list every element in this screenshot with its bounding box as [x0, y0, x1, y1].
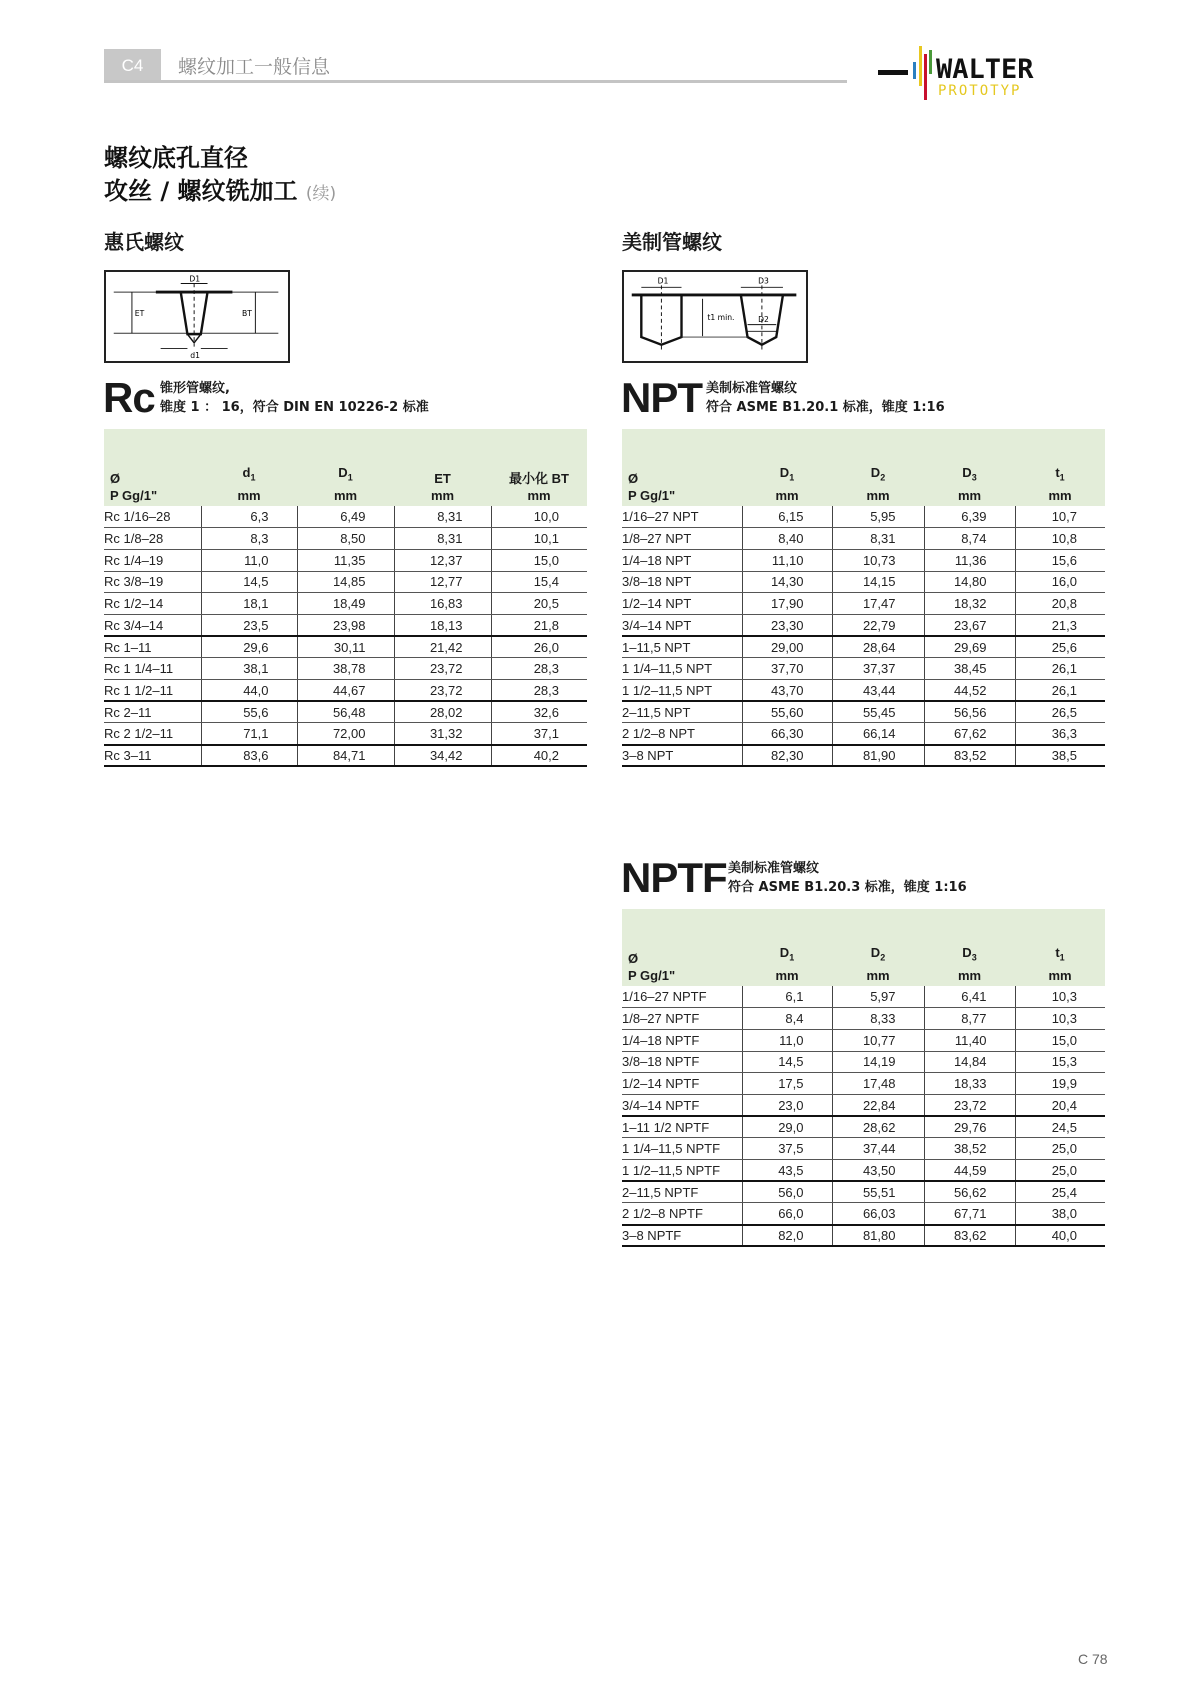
table-row [104, 528, 587, 550]
value-cell: 23,5 [201, 614, 297, 636]
svg-text:D1: D1 [657, 276, 669, 286]
table-row [104, 658, 587, 680]
thread-size-cell: Rc 1/2–14 [104, 593, 201, 615]
thread-size-cell: 3/8–18 NPT [622, 571, 742, 593]
value-cell: 18,49 [297, 593, 394, 615]
value-cell: 8,50 [297, 528, 394, 550]
section-heading-american-pipe: 美制管螺纹 [622, 230, 722, 254]
value-cell: 44,52 [924, 680, 1015, 702]
value-cell: 11,36 [924, 549, 1015, 571]
value-cell: 66,14 [832, 723, 924, 745]
value-cell: 23,0 [742, 1094, 832, 1116]
thread-size-cell: 2–11,5 NPT [622, 701, 742, 723]
value-cell: 20,4 [1015, 1094, 1105, 1116]
value-cell: 18,13 [394, 614, 491, 636]
continued-note: (续) [305, 184, 337, 204]
value-cell: 37,44 [832, 1138, 924, 1160]
table-row [622, 1160, 1105, 1182]
value-cell: 29,76 [924, 1116, 1015, 1138]
column-header: $d_1$ mm [201, 429, 297, 506]
value-cell: 10,77 [832, 1029, 924, 1051]
value-cell: 32,6 [491, 701, 587, 723]
value-cell: 21,42 [394, 636, 491, 658]
value-cell: 14,85 [297, 571, 394, 593]
value-cell: 72,00 [297, 723, 394, 745]
thread-size-cell: 1 1/2–11,5 NPTF [622, 1160, 742, 1182]
value-cell: 14,5 [201, 571, 297, 593]
value-cell: 8,77 [924, 1008, 1015, 1030]
value-cell: 55,6 [201, 701, 297, 723]
value-cell: 25,0 [1015, 1160, 1105, 1182]
nptf-description: 美制标准管螺纹 符合 ASME B1.20.3 标准，锥度 1:16 [728, 861, 967, 895]
table-row [622, 1073, 1105, 1095]
svg-text:d1: d1 [190, 351, 201, 361]
value-cell: 15,6 [1015, 549, 1105, 571]
value-cell: 10,73 [832, 549, 924, 571]
table-row [104, 506, 587, 528]
value-cell: 23,30 [742, 614, 832, 636]
value-cell: 21,3 [1015, 614, 1105, 636]
thread-size-cell: 3–8 NPTF [622, 1225, 742, 1247]
table-row [622, 1116, 1105, 1138]
value-cell: 23,72 [924, 1094, 1015, 1116]
value-cell: 8,31 [832, 528, 924, 550]
value-cell: 28,3 [491, 658, 587, 680]
value-cell: 56,56 [924, 701, 1015, 723]
value-cell: 15,3 [1015, 1051, 1105, 1073]
value-cell: 25,4 [1015, 1181, 1105, 1203]
table-row [622, 571, 1105, 593]
value-cell: 14,84 [924, 1051, 1015, 1073]
value-cell: 15,0 [1015, 1029, 1105, 1051]
value-cell: 44,59 [924, 1160, 1015, 1182]
value-cell: 14,19 [832, 1051, 924, 1073]
value-cell: 8,33 [832, 1008, 924, 1030]
page-number: C 78 [1078, 1651, 1108, 1667]
column-header: $t_1$ mm [1015, 429, 1105, 506]
nptf-table [622, 909, 1105, 1247]
table-row [104, 680, 587, 702]
rc-table [104, 429, 587, 767]
thread-size-cell: 1–11 1/2 NPTF [622, 1116, 742, 1138]
thread-size-cell: 3/4–14 NPTF [622, 1094, 742, 1116]
table-row [622, 658, 1105, 680]
value-cell: 6,3 [201, 506, 297, 528]
value-cell: 36,3 [1015, 723, 1105, 745]
value-cell: 44,0 [201, 680, 297, 702]
value-cell: 28,3 [491, 680, 587, 702]
value-cell: 18,32 [924, 593, 1015, 615]
value-cell: 28,62 [832, 1116, 924, 1138]
table-header-row [622, 909, 1105, 986]
value-cell: 56,62 [924, 1181, 1015, 1203]
value-cell: 82,30 [742, 745, 832, 767]
value-cell: 28,02 [394, 701, 491, 723]
value-cell: 37,37 [832, 658, 924, 680]
value-cell: 26,1 [1015, 658, 1105, 680]
svg-text:D2: D2 [758, 314, 769, 324]
value-cell: 6,1 [742, 986, 832, 1008]
column-header: $D_2$ mm [832, 429, 924, 506]
thread-size-cell: Rc 2 1/2–11 [104, 723, 201, 745]
thread-size-cell: 1 1/2–11,5 NPT [622, 680, 742, 702]
table-row [622, 1008, 1105, 1030]
table-row [622, 1094, 1105, 1116]
thread-size-cell: Rc 1/8–28 [104, 528, 201, 550]
npt-table [622, 429, 1105, 767]
value-cell: 12,37 [394, 549, 491, 571]
thread-size-cell: 3–8 NPT [622, 745, 742, 767]
value-cell: 20,8 [1015, 593, 1105, 615]
value-cell: 8,40 [742, 528, 832, 550]
value-cell: 37,5 [742, 1138, 832, 1160]
table-row [104, 701, 587, 723]
value-cell: 83,6 [201, 745, 297, 767]
thread-size-cell: 2 1/2–8 NPT [622, 723, 742, 745]
thread-size-cell: 2 1/2–8 NPTF [622, 1203, 742, 1225]
value-cell: 29,6 [201, 636, 297, 658]
value-cell: 66,0 [742, 1203, 832, 1225]
value-cell: 8,4 [742, 1008, 832, 1030]
value-cell: 56,0 [742, 1181, 832, 1203]
value-cell: 71,1 [201, 723, 297, 745]
table-row [622, 528, 1105, 550]
thread-size-cell: 1/4–18 NPTF [622, 1029, 742, 1051]
value-cell: 19,9 [1015, 1073, 1105, 1095]
value-cell: 83,62 [924, 1225, 1015, 1247]
header-rule [104, 80, 847, 83]
value-cell: 11,0 [201, 549, 297, 571]
rc-description: 锥形管螺纹, 锥度 1 ： 16，符合 DIN EN 10226-2 标准 [160, 381, 429, 415]
value-cell: 11,0 [742, 1029, 832, 1051]
value-cell: 11,40 [924, 1029, 1015, 1051]
table-row [622, 549, 1105, 571]
thread-size-cell: 2–11,5 NPTF [622, 1181, 742, 1203]
value-cell: 81,80 [832, 1225, 924, 1247]
thread-size-cell: 1–11,5 NPT [622, 636, 742, 658]
value-cell: 21,8 [491, 614, 587, 636]
svg-text:ET: ET [134, 309, 145, 319]
column-header: $D_1$ mm [742, 909, 832, 986]
value-cell: 24,5 [1015, 1116, 1105, 1138]
column-header: Ø P Gg/1" [104, 429, 201, 506]
nptf-code: NPTF [621, 854, 727, 901]
value-cell: 28,64 [832, 636, 924, 658]
column-header: ET mm [394, 429, 491, 506]
npt-code: NPT [621, 374, 702, 421]
table-row [104, 549, 587, 571]
npt-thread-diagram [622, 270, 808, 363]
value-cell: 23,98 [297, 614, 394, 636]
table-row [622, 1181, 1105, 1203]
value-cell: 25,0 [1015, 1138, 1105, 1160]
value-cell: 17,47 [832, 593, 924, 615]
value-cell: 8,31 [394, 506, 491, 528]
table-row [104, 614, 587, 636]
value-cell: 66,30 [742, 723, 832, 745]
value-cell: 38,52 [924, 1138, 1015, 1160]
table-row [622, 1051, 1105, 1073]
thread-size-cell: 1/4–18 NPT [622, 549, 742, 571]
table-row [104, 723, 587, 745]
value-cell: 38,5 [1015, 745, 1105, 767]
table-row [622, 986, 1105, 1008]
table-row [622, 1225, 1105, 1247]
value-cell: 14,30 [742, 571, 832, 593]
value-cell: 67,62 [924, 723, 1015, 745]
value-cell: 17,48 [832, 1073, 924, 1095]
value-cell: 43,44 [832, 680, 924, 702]
thread-size-cell: Rc 3/4–14 [104, 614, 201, 636]
value-cell: 12,77 [394, 571, 491, 593]
table-header-row [622, 429, 1105, 506]
value-cell: 17,5 [742, 1073, 832, 1095]
svg-text:PROTOTYP: PROTOTYP [938, 83, 1022, 99]
value-cell: 55,45 [832, 701, 924, 723]
thread-size-cell: 1/2–14 NPTF [622, 1073, 742, 1095]
value-cell: 29,00 [742, 636, 832, 658]
value-cell: 16,0 [1015, 571, 1105, 593]
chapter-badge: C4 [104, 49, 161, 82]
value-cell: 10,7 [1015, 506, 1105, 528]
column-header: $D_2$ mm [832, 909, 924, 986]
value-cell: 43,50 [832, 1160, 924, 1182]
value-cell: 43,5 [742, 1160, 832, 1182]
value-cell: 14,5 [742, 1051, 832, 1073]
value-cell: 25,6 [1015, 636, 1105, 658]
value-cell: 81,90 [832, 745, 924, 767]
value-cell: 55,60 [742, 701, 832, 723]
table-row [104, 593, 587, 615]
page-title-line1: 螺纹底孔直径 [104, 144, 248, 172]
value-cell: 6,49 [297, 506, 394, 528]
value-cell: 14,80 [924, 571, 1015, 593]
value-cell: 18,1 [201, 593, 297, 615]
value-cell: 14,15 [832, 571, 924, 593]
value-cell: 5,97 [832, 986, 924, 1008]
value-cell: 20,5 [491, 593, 587, 615]
value-cell: 15,0 [491, 549, 587, 571]
column-header: $t_1$ mm [1015, 909, 1105, 986]
thread-size-cell: 3/8–18 NPTF [622, 1051, 742, 1073]
value-cell: 37,70 [742, 658, 832, 680]
table-row [104, 571, 587, 593]
chapter-title: 螺纹加工一般信息 [178, 56, 331, 78]
thread-size-cell: 1/8–27 NPT [622, 528, 742, 550]
column-header: $D_1$ mm [742, 429, 832, 506]
value-cell: 67,71 [924, 1203, 1015, 1225]
table-row [622, 1203, 1105, 1225]
value-cell: 6,41 [924, 986, 1015, 1008]
value-cell: 10,1 [491, 528, 587, 550]
svg-text:WALTER: WALTER [936, 54, 1034, 85]
thread-size-cell: 1/2–14 NPT [622, 593, 742, 615]
section-heading-whitworth: 惠氏螺纹 [104, 230, 184, 254]
value-cell: 44,67 [297, 680, 394, 702]
table-row [622, 636, 1105, 658]
value-cell: 38,0 [1015, 1203, 1105, 1225]
value-cell: 29,0 [742, 1116, 832, 1138]
column-header: Ø P Gg/1" [622, 429, 742, 506]
table-row [104, 636, 587, 658]
value-cell: 38,45 [924, 658, 1015, 680]
value-cell: 8,3 [201, 528, 297, 550]
thread-size-cell: 1/16–27 NPT [622, 506, 742, 528]
value-cell: 22,79 [832, 614, 924, 636]
table-row [104, 745, 587, 767]
thread-size-cell: Rc 1/16–28 [104, 506, 201, 528]
value-cell: 10,3 [1015, 1008, 1105, 1030]
value-cell: 40,0 [1015, 1225, 1105, 1247]
table-row [622, 614, 1105, 636]
thread-size-cell: 1 1/4–11,5 NPT [622, 658, 742, 680]
walter-logo [878, 44, 1108, 104]
value-cell: 8,74 [924, 528, 1015, 550]
table-row [622, 1029, 1105, 1051]
table-row [622, 1138, 1105, 1160]
svg-text:BT: BT [241, 309, 252, 319]
value-cell: 23,72 [394, 680, 491, 702]
value-cell: 31,32 [394, 723, 491, 745]
value-cell: 10,3 [1015, 986, 1105, 1008]
value-cell: 66,03 [832, 1203, 924, 1225]
value-cell: 34,42 [394, 745, 491, 767]
thread-size-cell: Rc 3–11 [104, 745, 201, 767]
value-cell: 40,2 [491, 745, 587, 767]
rc-code: Rc [103, 374, 155, 421]
value-cell: 84,71 [297, 745, 394, 767]
table-row [622, 701, 1105, 723]
value-cell: 30,11 [297, 636, 394, 658]
value-cell: 18,33 [924, 1073, 1015, 1095]
value-cell: 6,15 [742, 506, 832, 528]
value-cell: 8,31 [394, 528, 491, 550]
page-title-line2: 攻丝 / 螺纹铣加工 (续) [104, 177, 337, 205]
value-cell: 10,8 [1015, 528, 1105, 550]
thread-size-cell: Rc 3/8–19 [104, 571, 201, 593]
table-row [622, 593, 1105, 615]
table-row [622, 723, 1105, 745]
value-cell: 82,0 [742, 1225, 832, 1247]
thread-size-cell: Rc 2–11 [104, 701, 201, 723]
table-row [622, 680, 1105, 702]
thread-size-cell: Rc 1–11 [104, 636, 201, 658]
value-cell: 26,0 [491, 636, 587, 658]
value-cell: 37,1 [491, 723, 587, 745]
value-cell: 38,1 [201, 658, 297, 680]
thread-size-cell: 3/4–14 NPT [622, 614, 742, 636]
column-header: $D_3$ mm [924, 909, 1015, 986]
value-cell: 26,5 [1015, 701, 1105, 723]
value-cell: 38,78 [297, 658, 394, 680]
table-row [622, 745, 1105, 767]
value-cell: 23,72 [394, 658, 491, 680]
value-cell: 15,4 [491, 571, 587, 593]
thread-size-cell: 1/8–27 NPTF [622, 1008, 742, 1030]
value-cell: 23,67 [924, 614, 1015, 636]
value-cell: 6,39 [924, 506, 1015, 528]
column-header: 最小化 BT mm [491, 429, 587, 506]
value-cell: 11,10 [742, 549, 832, 571]
thread-size-cell: Rc 1 1/2–11 [104, 680, 201, 702]
svg-text:D3: D3 [758, 276, 769, 286]
column-header: $D_3$ mm [924, 429, 1015, 506]
table-row [622, 506, 1105, 528]
svg-text:t1 min.: t1 min. [707, 312, 735, 322]
value-cell: 43,70 [742, 680, 832, 702]
value-cell: 26,1 [1015, 680, 1105, 702]
value-cell: 10,0 [491, 506, 587, 528]
thread-size-cell: Rc 1/4–19 [104, 549, 201, 571]
thread-size-cell: 1/16–27 NPTF [622, 986, 742, 1008]
thread-size-cell: 1 1/4–11,5 NPTF [622, 1138, 742, 1160]
rc-thread-diagram [104, 270, 290, 363]
value-cell: 11,35 [297, 549, 394, 571]
value-cell: 5,95 [832, 506, 924, 528]
value-cell: 16,83 [394, 593, 491, 615]
svg-text:D1: D1 [189, 274, 201, 284]
value-cell: 83,52 [924, 745, 1015, 767]
value-cell: 17,90 [742, 593, 832, 615]
column-header: Ø P Gg/1" [622, 909, 742, 986]
value-cell: 56,48 [297, 701, 394, 723]
table-header-row [104, 429, 587, 506]
value-cell: 29,69 [924, 636, 1015, 658]
value-cell: 22,84 [832, 1094, 924, 1116]
value-cell: 55,51 [832, 1181, 924, 1203]
thread-size-cell: Rc 1 1/4–11 [104, 658, 201, 680]
npt-description: 美制标准管螺纹 符合 ASME B1.20.1 标准，锥度 1:16 [706, 381, 945, 415]
column-header: $D_1$ mm [297, 429, 394, 506]
